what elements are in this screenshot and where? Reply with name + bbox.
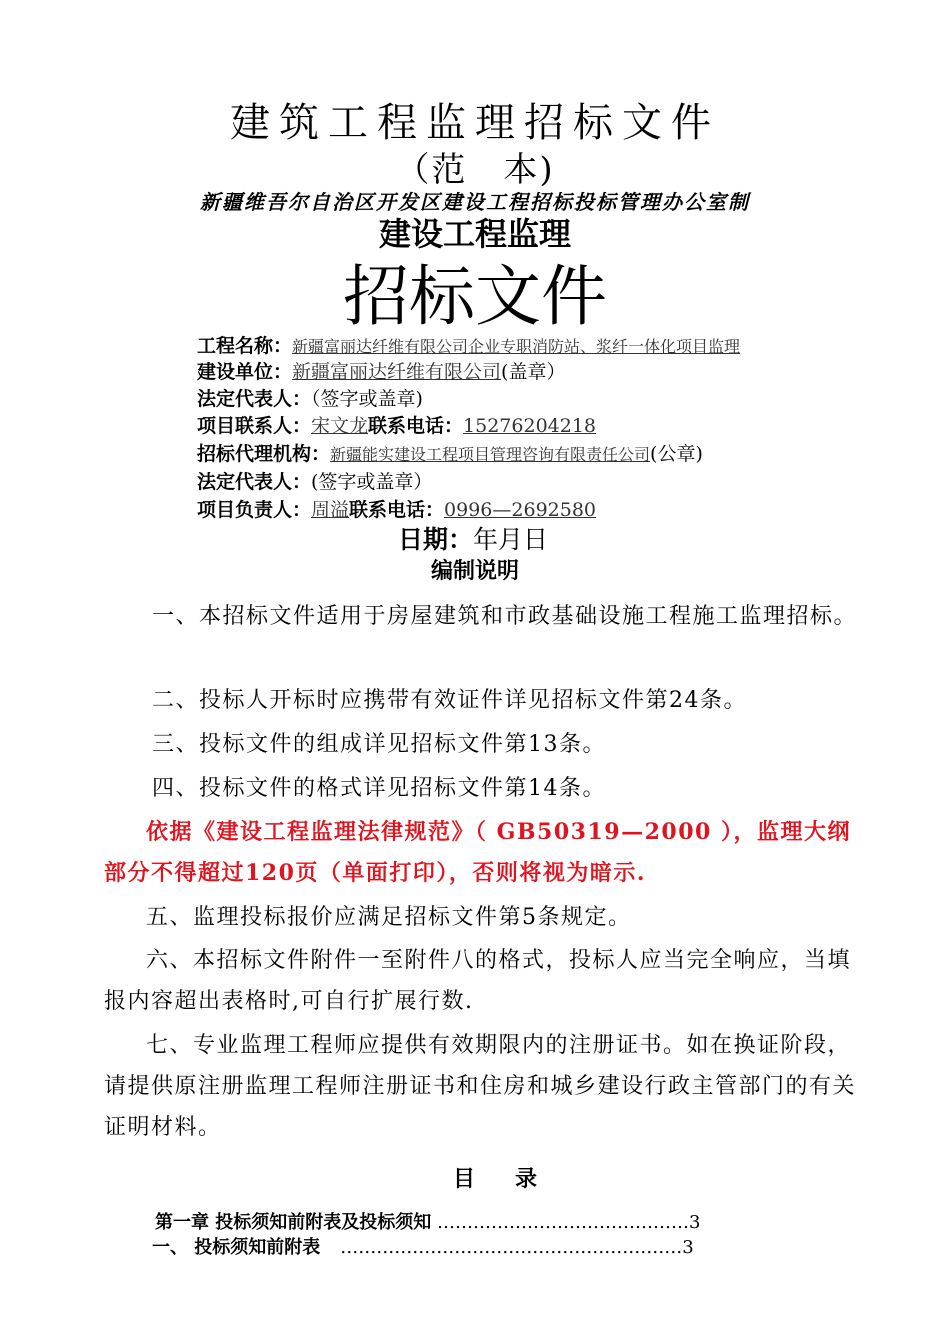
- note-item-highlight: 依据《建设工程监理法律规范》（ GB50319—2000 ），监理大纲部分不得超过120页（单面打印），否则将视为暗示.: [104, 819, 851, 886]
- toc-item[interactable]: [152, 1236, 694, 1260]
- legal-rep-2-label: 法定代表人：: [197, 471, 312, 493]
- contact-label: 项目联系人：: [197, 415, 312, 437]
- note-item: 三、投标文件的组成详见招标文件第13条。: [152, 732, 606, 757]
- leader-name: 周溢: [311, 499, 350, 521]
- date-value: 年月日: [473, 525, 549, 554]
- contact-phone: 15276204218: [463, 415, 597, 437]
- note-item: 七、专业监理工程师应提供有效期限内的注册证书。如在换证阶段，请提供原注册监理工程师注册证书和住房和城乡建设行政主管部门的有关证明材料。: [104, 1033, 857, 1140]
- toc-item-page: 3: [682, 1237, 694, 1258]
- project-value: 新疆富丽达纤维有限公司企业专职消防站、浆纤一体化项目监理: [292, 337, 741, 356]
- leader-phone-label: 联系电话：: [349, 499, 445, 521]
- owner-value: 新疆富丽达纤维有限公司: [292, 361, 502, 383]
- owner-label: 建设单位：: [197, 361, 293, 383]
- legal-rep-2-value: (签字或盖章）: [311, 471, 433, 493]
- contact-name: 宋文龙: [311, 415, 369, 437]
- info-row-leader: [197, 497, 596, 523]
- date-line: [398, 524, 548, 556]
- info-row-project: [197, 333, 740, 360]
- legal-rep-1-label: 法定代表人：: [197, 388, 312, 410]
- leader-phone: 0996—2692580: [444, 499, 597, 521]
- contact-phone-label: 联系电话：: [368, 415, 464, 437]
- leader-label: 项目负责人：: [197, 499, 312, 521]
- legal-rep-1-value: （签字或盖章): [311, 388, 423, 410]
- toc-item[interactable]: [155, 1211, 700, 1235]
- note-item: 六、本招标文件附件一至附件八的格式，投标人应当完全响应，当填报内容超出表格时,可自行扩展行数.: [104, 948, 852, 1014]
- toc-item-dots: …………………………………………………: [340, 1237, 683, 1258]
- project-label: 工程名称：: [197, 335, 293, 357]
- toc-item-label: 第一章 投标须知前附表及投标须知: [155, 1212, 432, 1233]
- info-row-owner: [197, 359, 565, 385]
- date-label: 日期：: [398, 525, 474, 554]
- info-row-contact: [197, 413, 596, 439]
- cover-heading-supervision: 建设工程监理: [378, 215, 571, 253]
- agent-value: 新疆能实建设工程项目管理咨询有限责任公司: [330, 445, 651, 464]
- info-row-legal-rep-1: [197, 386, 423, 412]
- toc-title: 目录: [452, 1166, 577, 1192]
- owner-suffix: (盖章）: [501, 361, 566, 383]
- agent-label: 招标代理机构：: [197, 443, 331, 465]
- notes-title: 编制说明: [430, 558, 519, 584]
- note-item: 四、投标文件的格式详见招标文件第14条。: [152, 776, 606, 801]
- note-item: 五、监理投标报价应满足招标文件第5条规定。: [146, 905, 632, 930]
- agent-suffix: (公章): [650, 443, 703, 465]
- note-item: 一、本招标文件适用于房屋建筑和市政基础设施工程施工监理招标。: [152, 604, 858, 629]
- issuer-line: 新疆维吾尔自治区开发区建设工程招标投标管理办公室制: [200, 190, 750, 214]
- document-subtitle: （范 本): [395, 150, 555, 190]
- info-row-legal-rep-2: [197, 469, 432, 495]
- toc-item-page: 3: [689, 1212, 701, 1233]
- cover-heading-tender-document: 招标文件: [343, 258, 607, 335]
- toc-item-label: 一、 投标须知前附表: [152, 1237, 321, 1258]
- note-item: 二、投标人开标时应携带有效证件详见招标文件第24条。: [152, 688, 747, 713]
- info-row-agent: [197, 441, 703, 468]
- document-title: 建筑工程监理招标文件: [230, 100, 720, 146]
- toc-item-dots: ……………………………………: [437, 1212, 689, 1233]
